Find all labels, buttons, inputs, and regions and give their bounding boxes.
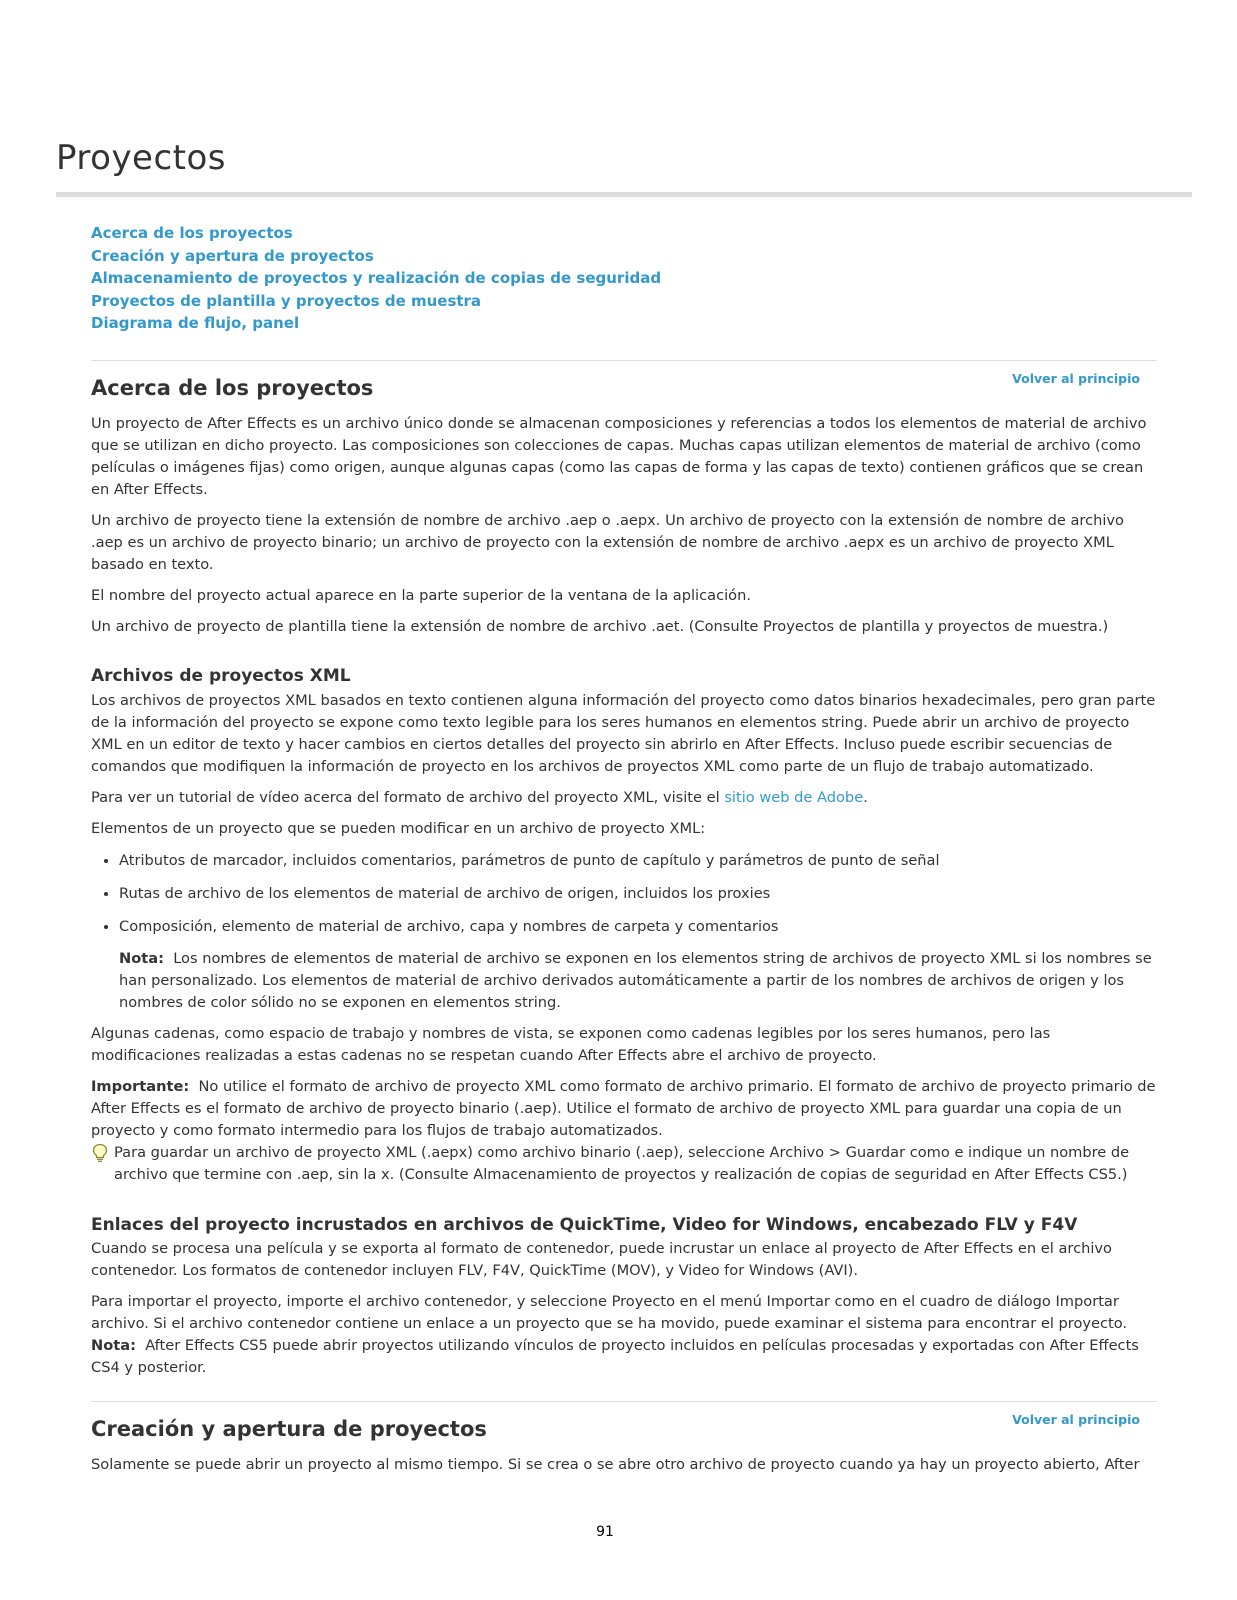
note [119,948,1157,1014]
toc-link-create-open[interactable]: Creación y apertura de proyectos [91,246,374,265]
toc-link-save-backup[interactable]: Almacenamiento de proyectos y realización de copias de seguridad [91,269,662,287]
back-to-top-link[interactable]: Volver al principio [1012,1412,1140,1427]
toc-link-flowchart[interactable]: Diagrama de flujo, panel [91,314,300,332]
paragraph: Solamente se puede abrir un proyecto al mismo tiempo. Si se crea o se abre otro archivo de proyecto cuando ya hay un proyecto abierto, After [91,1456,1140,1473]
bullet-list [91,850,1157,938]
paragraph-text: . [863,789,868,806]
main-content [91,360,1157,1476]
paragraph: Algunas cadenas, como espacio de trabajo y nombres de vista, se exponen como cadenas legibles por los seres humanos, pero las modificaciones realizadas a estas cadenas no se respetan cuando After Effects abre el archivo de proyecto. [91,1025,1051,1064]
paragraph: Un proyecto de After Effects es un archivo único donde se almacenan composiciones y referencias a todos los elementos de material de archivo que se utilizan en dicho proyecto. Las composiciones son colecciones de capas. Muchas capas utilizan elementos de material de archivo (como películas o imágenes fijas) como origen, aunque algunas capas (como las capas de forma y las capas de texto) contienen gráficos que se crean en After Effects. [91,415,1147,498]
note-label: Nota: [91,1337,136,1354]
important-label: Importante: [91,1078,190,1095]
paragraph: Cuando se procesa una película y se exporta al formato de contenedor, puede incrustar un enlace al proyecto de After Effects en el archivo contenedor. Los formatos de contenedor incluyen FLV, F4V, QuickTime (MOV), y Video for Windows (AVI). [91,1240,1112,1279]
paragraph: Elementos de un proyecto que se pueden modificar en un archivo de proyecto XML: [91,820,706,837]
lightbulb-icon [91,1143,109,1167]
note-text: After Effects CS5 puede abrir proyectos utilizando vínculos de proyecto incluidos en películas procesadas y exportadas con After Effects CS4 y posterior. [91,1337,1139,1376]
page-title: Proyectos [56,138,227,178]
tip-text: Para guardar un archivo de proyecto XML (.aepx) como archivo binario (.aep), seleccione Archivo > Guardar como e indique un nombre de archivo que termine con .aep, sin la x. (Consulte Almacenamiento de proyectos y realización de copias de seguridad en After Effects CS5.) [114,1144,1130,1183]
subheading-xml: Archivos de proyectos XML [91,666,351,686]
paragraph: Para importar el proyecto, importe el archivo contenedor, y seleccione Proyecto en el menú Importar como en el cuadro de diálogo Importar archivo. Si el archivo contenedor contiene un enlace a un proyecto que se ha movido, puede examinar el sistema para encontrar el proyecto. [91,1293,1128,1332]
table-of-contents [91,222,661,335]
paragraph: Los archivos de proyectos XML basados en texto contienen alguna información del proyecto como datos binarios hexadecimales, pero gran parte de la información del proyecto se expone como texto legible para los seres humanos en elementos string. Puede abrir un archivo de proyecto XML en un editor de texto y hacer cambios en ciertos detalles del proyecto sin abrirlo en After Effects. Incluso puede escribir secuencias de comandos que modifiquen la información de proyecto en los archivos de proyectos XML como parte de un flujo de trabajo automatizado. [91,692,1156,775]
paragraph-text: Para ver un tutorial de vídeo acerca del formato de archivo del proyecto XML, visite el [91,789,725,806]
paragraph: Un archivo de proyecto de plantilla tiene la extensión de nombre de archivo .aet. (Consulte Proyectos de plantilla y proyectos de muestra.) [91,618,1109,635]
paragraph-with-link [91,787,1157,809]
note-text: Los nombres de elementos de material de archivo se exponen en los elementos string de archivos de proyecto XML si los nombres se han personalizado. Los elementos de material de archivo derivados automáticamente a partir de los nombres de archivos de origen y los nombres de color sólido no se exponen en elementos string. [119,950,1152,1011]
tip [91,1142,1157,1186]
section-heading-create: Creación y apertura de proyectos [91,1417,487,1441]
section-heading-about: Acerca de los proyectos [91,376,374,400]
list-item: • Rutas de archivo de los elementos de material de archivo de origen, incluidos los proxies [119,883,1157,905]
paragraph: Un archivo de proyecto tiene la extensión de nombre de archivo .aep o .aepx. Un archivo de proyecto con la extensión de nombre de archivo .aep es un archivo de proyecto binario; un archivo de proyecto con la extensión de nombre de archivo .aepx es un archivo de proyecto XML basado en texto. [91,512,1124,573]
back-to-top-link[interactable]: Volver al principio [1012,371,1140,386]
section-header-about [91,361,1157,400]
title-divider [56,192,1192,197]
important-note [91,1076,1157,1142]
list-item: • Atributos de marcador, incluidos comentarios, parámetros de punto de capítulo y parámetros de punto de señal [119,850,1157,872]
important-text: No utilice el formato de archivo de proyecto XML como formato de archivo primario. El formato de archivo de proyecto primario de After Effects es el formato de archivo de proyecto binario (.aep). Utilice el formato de archivo de proyecto XML para guardar una copia de un proyecto y como formato intermedio para los flujos de trabajo automatizados. [91,1078,1156,1139]
note-label: Nota: [119,950,164,967]
paragraph: El nombre del proyecto actual aparece en la parte superior de la ventana de la aplicación. [91,587,751,604]
section-header-create [91,1402,1157,1441]
list-item: • Composición, elemento de material de archivo, capa y nombres de carpeta y comentarios [119,916,1157,938]
toc-link-about-projects[interactable]: Acerca de los proyectos [91,224,293,242]
page-number: 91 [596,1524,614,1540]
adobe-website-link[interactable]: sitio web de Adobe [724,789,864,806]
note [91,1335,1157,1379]
subheading-embedded-links: Enlaces del proyecto incrustados en archivos de QuickTime, Video for Windows, encabezado FLV y F4V [91,1215,1078,1235]
toc-link-templates[interactable]: Proyectos de plantilla y proyectos de muestra [91,291,482,310]
